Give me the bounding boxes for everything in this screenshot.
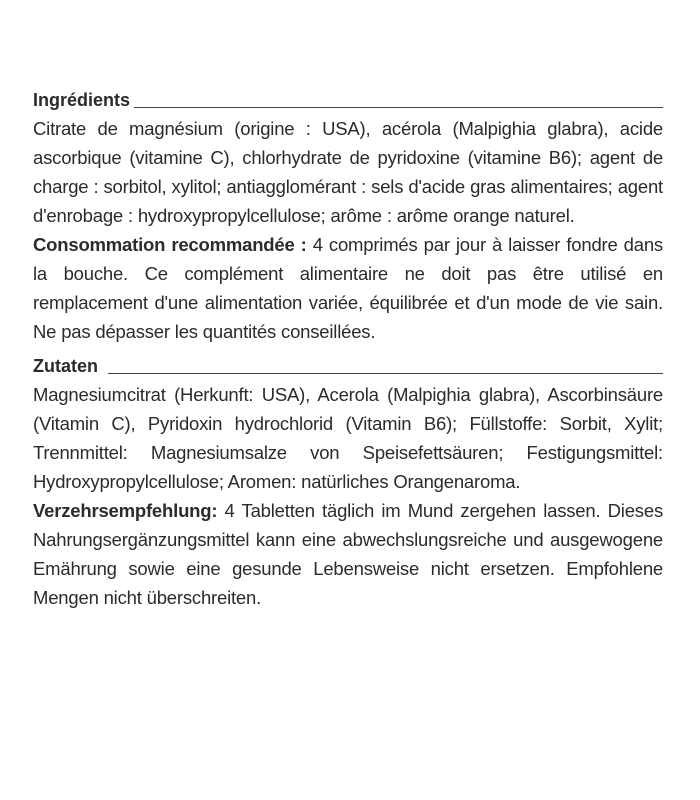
ingredients-title: Ingrédients <box>33 90 131 110</box>
german-section <box>33 352 663 612</box>
usage-paragraph-de <box>33 496 663 612</box>
heading-underline <box>134 107 663 108</box>
usage-paragraph-fr <box>33 230 663 346</box>
ingredients-paragraph-de: Magnesiumcitrat (Herkunft: USA), Acerola (Malpighia glabra), Ascorbinsäure (Vitamin C), Pyridoxin hydrochlorid (Vitamin B6); Füllstoffe: Sorbit, Xylit; Trennmittel: Magnesiumsalze von Speisefettsäuren; Festigungsmittel: Hydroxypropylcellulose; Aromen: natürliches Orangenaroma. <box>33 384 663 492</box>
ingredients-paragraph-fr: Citrate de magnésium (origine : USA), acérola (Malpighia glabra), acide ascorbique (vitamine C), chlorhydrate de pyridoxine (vitamine B6); agent de charge : sorbitol, xylitol; antiagglomérant : sels d'acide gras alimentaires; agent d'enrobage : hydroxypropylcellulose; arôme : arôme orange naturel. <box>33 118 663 226</box>
ingredients-heading <box>33 86 663 114</box>
usage-text-fr: 4 comprimés par jour à laisser fondre dans la bouche. Ce complément alimentaire ne doit pas être utilisé en remplacement d'une alimentation variée, équilibrée et d'un mode de vie sain. Ne pas dépasser les quantités conseillées. <box>33 234 663 342</box>
usage-label-fr: Consommation recommandée : <box>33 234 307 255</box>
usage-label-de: Verzehrsempfehlung: <box>33 500 218 521</box>
french-section <box>33 86 663 346</box>
label-document <box>33 86 663 612</box>
usage-text-de: 4 Tabletten täglich im Mund zergehen lassen. Dieses Nahrungsergänzungsmittel kann eine abwechslungsreiche und ausgewogene Emährung sowie eine gesunde Lebensweise nicht ersetzen. Empfohlene Mengen nicht überschreiten. <box>33 500 663 608</box>
zutaten-title: Zutaten <box>33 356 98 376</box>
zutaten-heading <box>33 352 663 380</box>
heading-underline <box>108 373 663 374</box>
